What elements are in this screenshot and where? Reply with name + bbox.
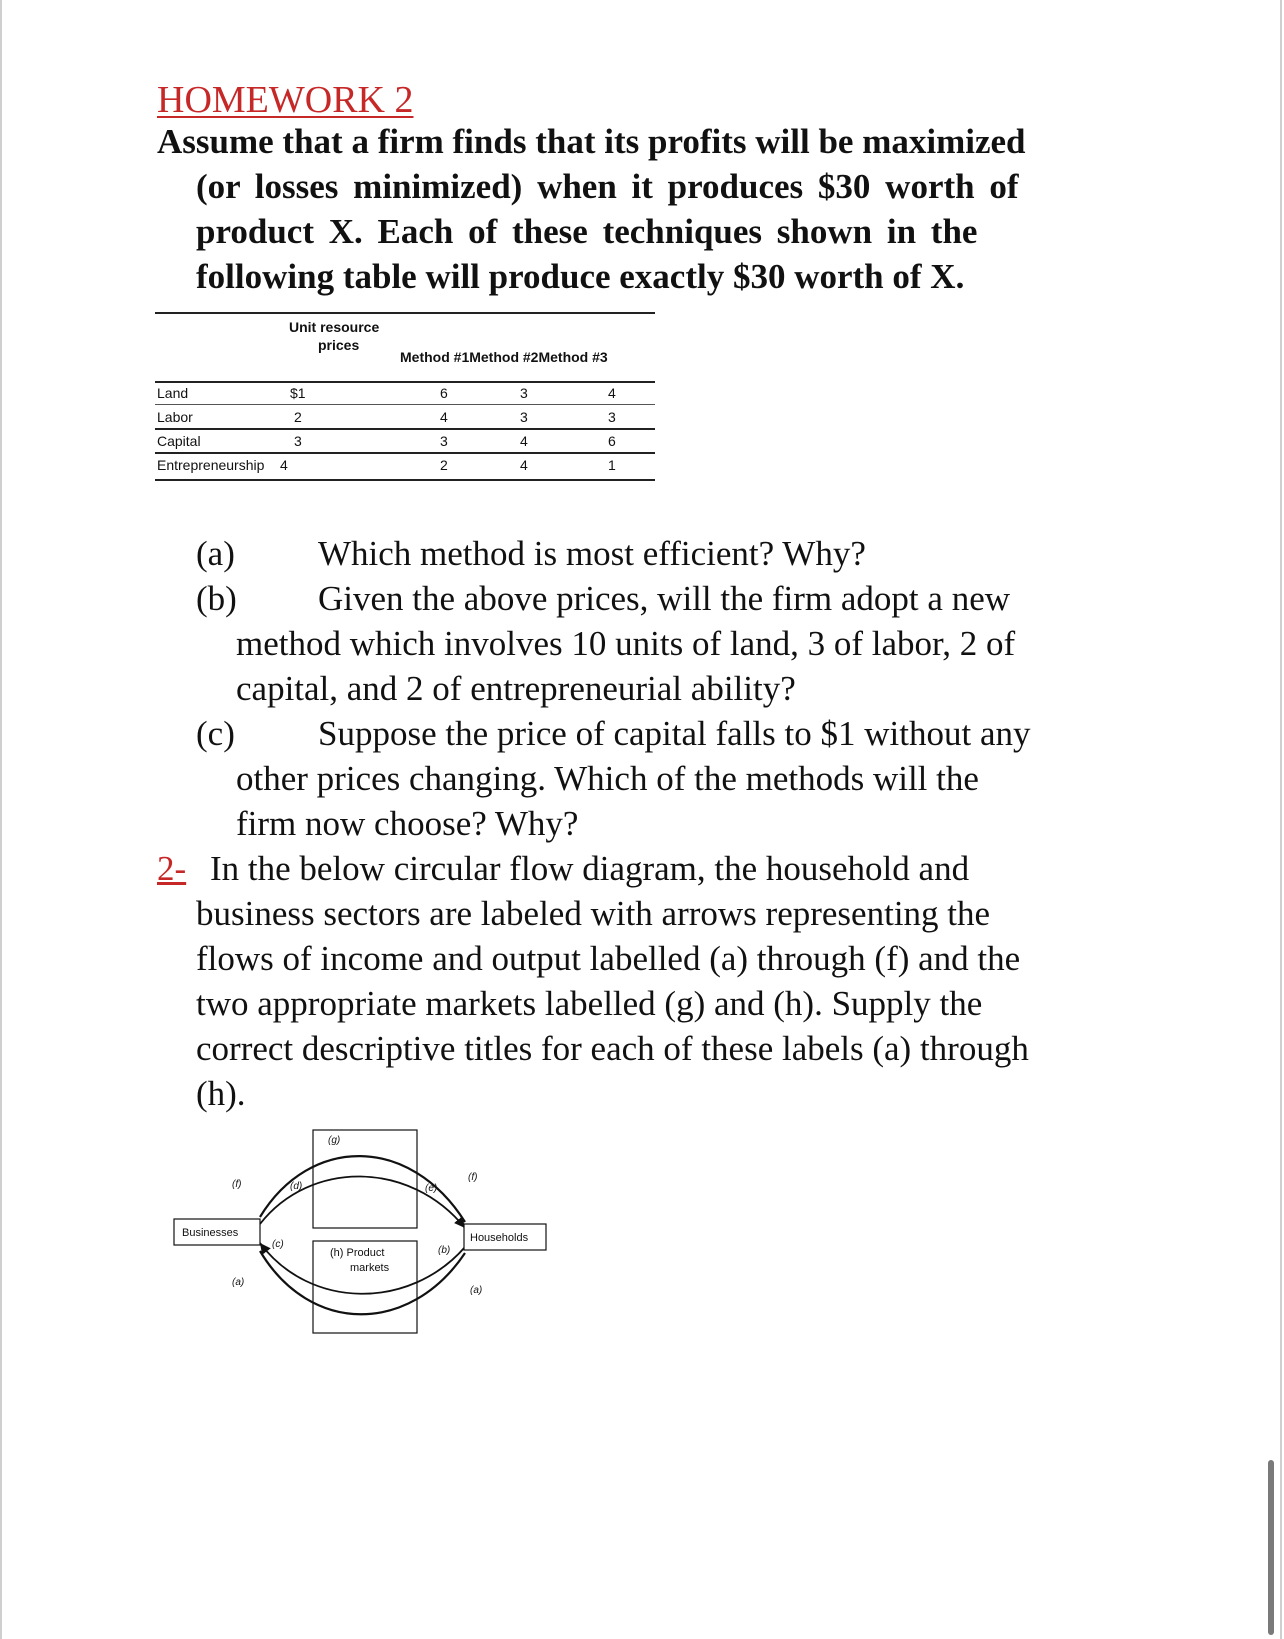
businesses-label: Businesses — [182, 1227, 239, 1239]
question-c-line: firm now choose? Why? — [236, 804, 579, 843]
table-rule — [155, 312, 655, 314]
question-b-label: (b) — [196, 579, 237, 618]
label-c: (c) — [272, 1239, 284, 1250]
methods-header: Method #1Method #2Method #3 — [400, 349, 608, 365]
question-2-line: (h). — [196, 1074, 246, 1113]
row-resource: Entrepreneurship — [157, 457, 265, 473]
table-rule — [155, 452, 655, 454]
label-f-right: (f) — [468, 1172, 478, 1183]
question-2-number — [157, 846, 186, 891]
row-m3: 6 — [608, 433, 616, 449]
intro-line — [196, 164, 1130, 209]
row-price: 4 — [280, 457, 288, 473]
row-price: 3 — [294, 433, 302, 449]
row-m1: 3 — [440, 433, 448, 449]
table-rule — [155, 428, 655, 430]
flow-arc-bottom-outer — [260, 1251, 465, 1314]
price-header-line2: prices — [318, 337, 360, 353]
question-b-line: capital, and 2 of entrepreneurial ability? — [236, 669, 796, 708]
question-2-number-text: 2- — [157, 849, 187, 888]
question-b-first: Given the above prices, will the firm adopt a new — [318, 579, 1011, 618]
row-m2: 3 — [520, 409, 528, 425]
label-e: (e) — [425, 1183, 438, 1194]
intro-line-text: (or losses minimized) when it produces $30 worth of — [196, 167, 1019, 206]
label-d: (d) — [290, 1181, 303, 1192]
label-g: (g) — [328, 1135, 341, 1146]
row-price: 2 — [294, 409, 302, 425]
row-price: $1 — [290, 385, 306, 401]
intro-line: product X. Each of these techniques shown in the — [196, 212, 978, 251]
table-rule — [155, 381, 655, 383]
row-m3: 1 — [608, 457, 616, 473]
question-c-first: Suppose the price of capital falls to $1 without any — [318, 714, 1031, 753]
price-header-line1: Unit resource — [289, 319, 380, 335]
intro-line: following table will produce exactly $30 worth of X. — [196, 257, 965, 296]
question-2-first: In the below circular flow diagram, the household and — [210, 849, 970, 888]
label-f-left: (f) — [232, 1179, 242, 1190]
row-m2: 4 — [520, 457, 528, 473]
row-m1: 2 — [440, 457, 448, 473]
table-rule — [155, 404, 655, 405]
label-h-product: (h) Product — [330, 1247, 385, 1259]
scrollbar[interactable] — [1268, 1460, 1274, 1635]
question-c-line: other prices changing. Which of the methods will the — [236, 759, 979, 798]
question-2-line: two appropriate markets labelled (g) and (h). Supply the — [196, 984, 983, 1023]
row-resource: Capital — [157, 433, 201, 449]
question-2-line: flows of income and output labelled (a) through (f) and the — [196, 939, 1021, 978]
row-m3: 3 — [608, 409, 616, 425]
question-b-line: method which involves 10 units of land, 3 of labor, 2 of — [236, 624, 1016, 663]
row-resource: Land — [157, 385, 189, 401]
circular-flow-diagram — [170, 1125, 550, 1345]
question-a-text: Which method is most efficient? Why? — [318, 534, 866, 573]
question-2-line: business sectors are labeled with arrows representing the — [196, 894, 991, 933]
row-m2: 3 — [520, 385, 528, 401]
row-resource: Labor — [157, 409, 193, 425]
question-2-line: correct descriptive titles for each of these labels (a) through — [196, 1029, 1029, 1068]
page-title: HOMEWORK 2 — [157, 79, 414, 121]
households-label: Households — [470, 1232, 529, 1244]
label-h-markets: markets — [350, 1262, 390, 1274]
question-c-label: (c) — [196, 714, 235, 753]
intro-line: Assume that a firm finds that its profits will be maximized — [157, 122, 1026, 161]
table-rule — [155, 479, 655, 481]
label-b: (b) — [438, 1245, 451, 1256]
row-m2: 4 — [520, 433, 528, 449]
question-a-label: (a) — [196, 534, 235, 573]
row-m1: 6 — [440, 385, 448, 401]
label-a-right: (a) — [470, 1285, 483, 1296]
label-a-left: (a) — [232, 1277, 245, 1288]
row-m3: 4 — [608, 385, 616, 401]
row-m1: 4 — [440, 409, 448, 425]
